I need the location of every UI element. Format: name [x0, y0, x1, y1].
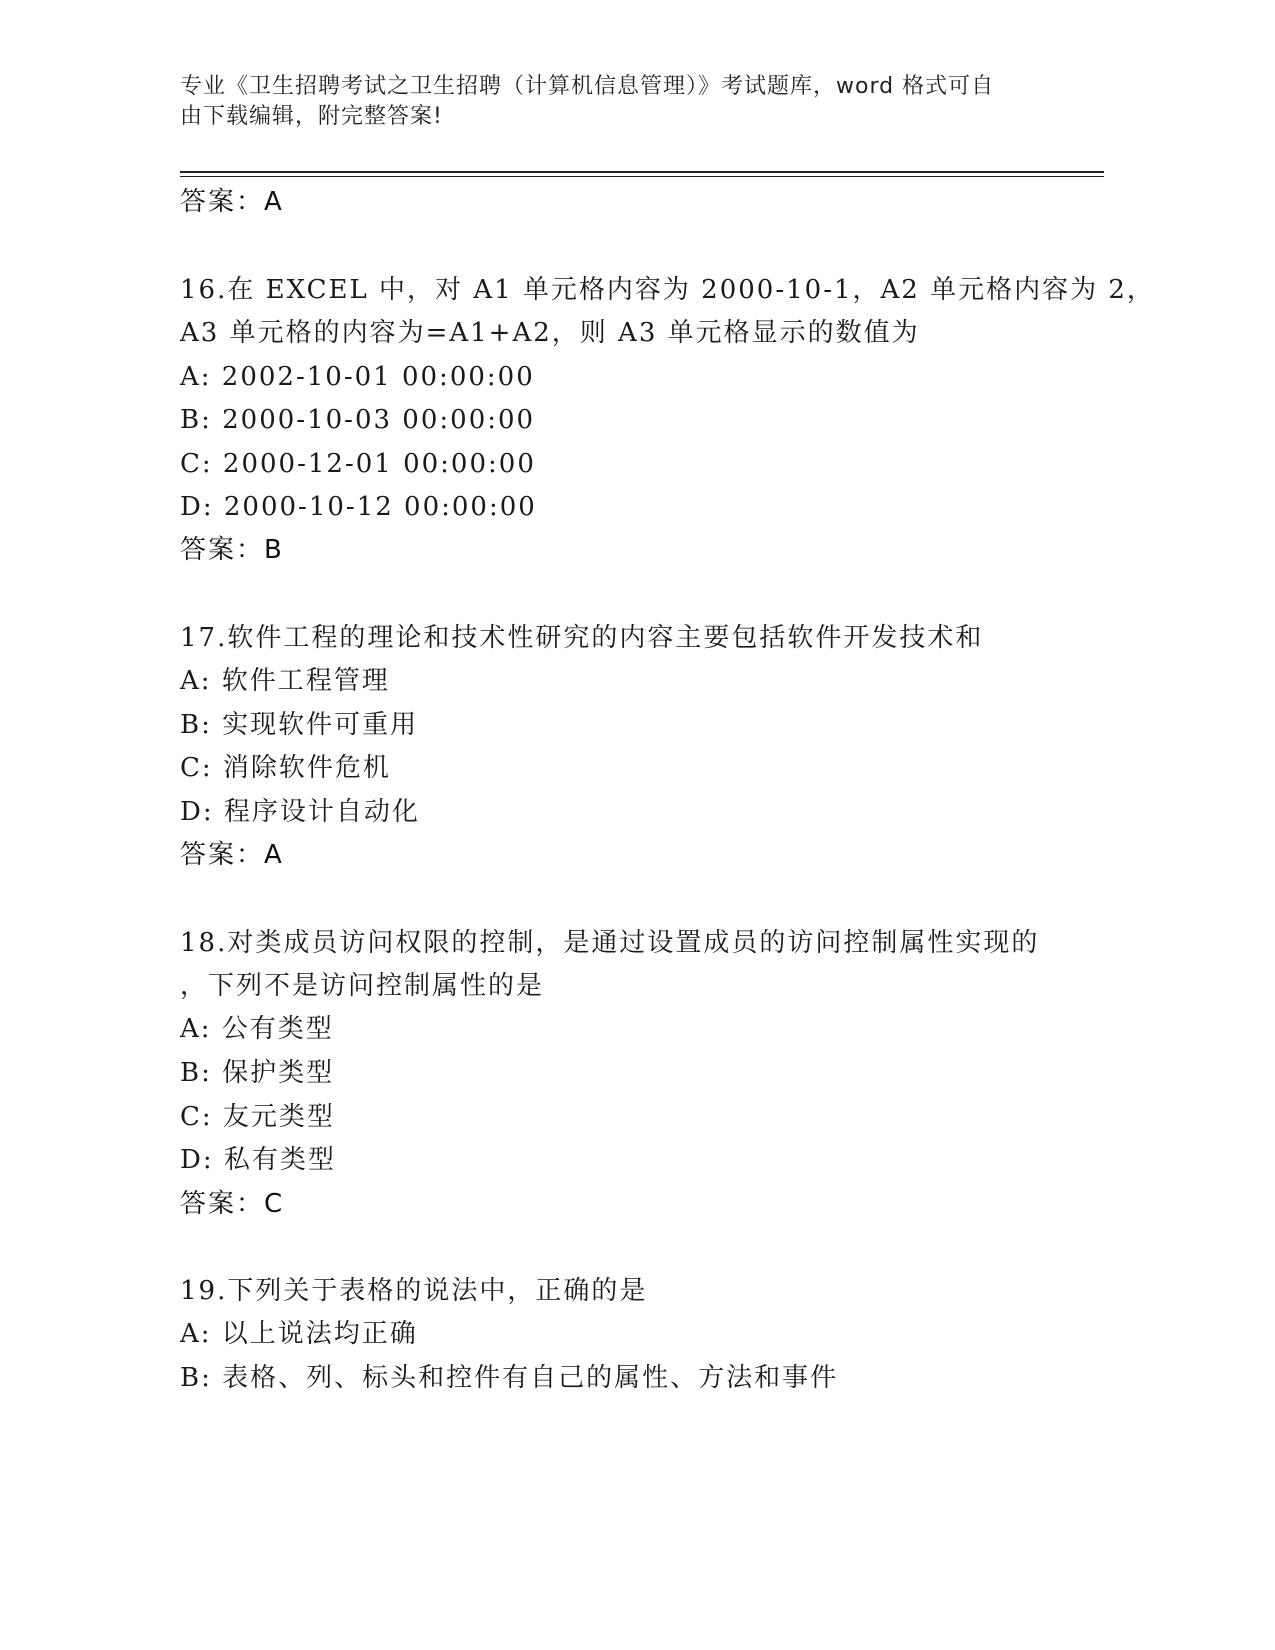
- option-c: C: 消除软件危机: [180, 753, 391, 783]
- answer-label: 答案：A: [180, 840, 284, 870]
- option-a: A: 软件工程管理: [180, 666, 390, 696]
- page-header: [180, 72, 1060, 132]
- option-b: B: 表格、列、标头和控件有自己的属性、方法和事件: [180, 1363, 839, 1393]
- option-c: C: 友元类型: [180, 1102, 335, 1132]
- answer-label: 答案：B: [180, 535, 284, 565]
- option-a: A: 以上说法均正确: [180, 1319, 418, 1349]
- option-c: C: 2000-12-01 00:00:00: [180, 449, 536, 479]
- option-b: B: 实现软件可重用: [180, 710, 419, 740]
- question-stem-line: A3 单元格的内容为=A1+A2，则 A3 单元格显示的数值为: [180, 318, 920, 348]
- option-d: D: 程序设计自动化: [180, 797, 420, 827]
- answer-label: 答案：A: [180, 187, 284, 217]
- option-b: B: 2000-10-03 00:00:00: [180, 405, 536, 435]
- question-stem-line: 17.软件工程的理论和技术性研究的内容主要包括软件开发技术和: [180, 623, 984, 653]
- option-a: A: 2002-10-01 00:00:00: [180, 362, 535, 392]
- option-d: D: 2000-10-12 00:00:00: [180, 492, 537, 522]
- question-stem-line: 16.在 EXCEL 中，对 A1 单元格内容为 2000-10-1，A2 单元格内容为 2，: [180, 275, 1155, 305]
- option-a: A: 公有类型: [180, 1014, 334, 1044]
- option-d: D: 私有类型: [180, 1145, 336, 1175]
- question-stem-line: ，下列不是访问控制属性的是: [180, 971, 545, 1001]
- option-b: B: 保护类型: [180, 1058, 335, 1088]
- header-line-2: 由下载编辑，附完整答案!: [180, 104, 443, 129]
- question-stem-line: 19.下列关于表格的说法中，正确的是: [180, 1276, 648, 1306]
- header-line-1: 专业《卫生招聘考试之卫生招聘（计算机信息管理）》考试题库，word 格式可自: [180, 74, 995, 99]
- answer-label: 答案：C: [180, 1189, 285, 1219]
- header-divider-thin: [180, 176, 1104, 177]
- question-stem-line: 18.对类成员访问权限的控制，是通过设置成员的访问控制属性实现的: [180, 928, 1040, 958]
- header-divider-thick: [180, 171, 1104, 173]
